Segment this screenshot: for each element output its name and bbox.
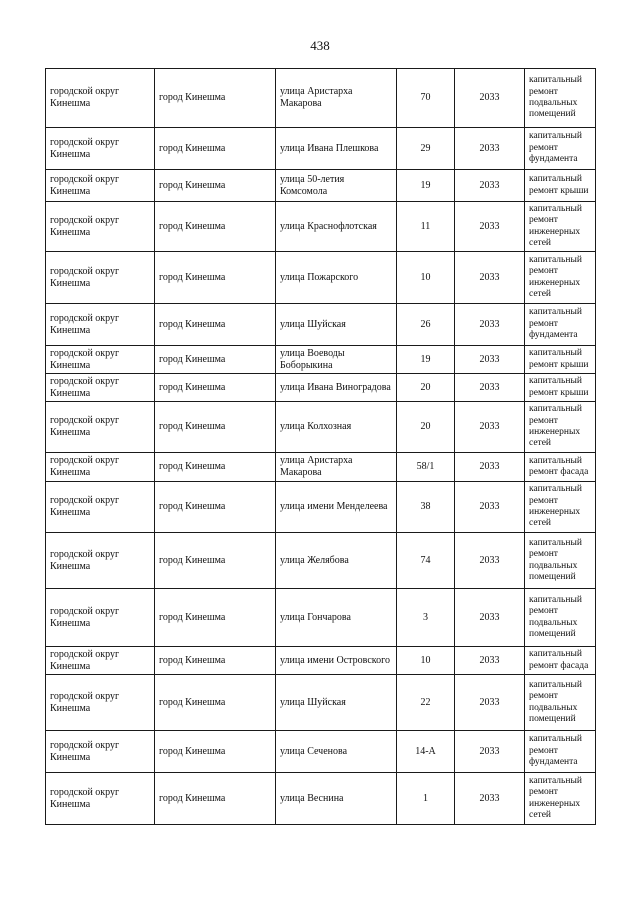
district-cell: городской округ Кинешма — [46, 647, 155, 675]
year-cell: 2033 — [455, 675, 525, 731]
work-type-cell: капитальный ремонт фундамента — [525, 731, 596, 773]
table-row — [46, 304, 596, 346]
year-cell: 2033 — [455, 304, 525, 346]
city-cell: город Кинешма — [155, 202, 276, 252]
street-cell: улица Колхозная — [276, 402, 397, 453]
house-number-cell: 14-А — [397, 731, 455, 773]
year-cell: 2033 — [455, 589, 525, 647]
street-cell: улица имени Островского — [276, 647, 397, 675]
district-cell: городской округ Кинешма — [46, 252, 155, 304]
table-row — [46, 170, 596, 202]
work-type-cell: капитальный ремонт подвальных помещений — [525, 675, 596, 731]
work-type-cell: капитальный ремонт инженерных сетей — [525, 252, 596, 304]
house-number-cell: 10 — [397, 252, 455, 304]
district-cell: городской округ Кинешма — [46, 346, 155, 374]
work-type-cell: капитальный ремонт крыши — [525, 374, 596, 402]
work-type-cell: капитальный ремонт фундамента — [525, 304, 596, 346]
city-cell: город Кинешма — [155, 304, 276, 346]
work-type-cell: капитальный ремонт подвальных помещений — [525, 69, 596, 128]
street-cell: улица Краснофлотская — [276, 202, 397, 252]
city-cell: город Кинешма — [155, 374, 276, 402]
work-type-cell: капитальный ремонт крыши — [525, 170, 596, 202]
district-cell: городской округ Кинешма — [46, 374, 155, 402]
work-type-cell: капитальный ремонт подвальных помещений — [525, 533, 596, 589]
table-row — [46, 402, 596, 453]
year-cell: 2033 — [455, 170, 525, 202]
table-row — [46, 346, 596, 374]
table-row — [46, 589, 596, 647]
district-cell: городской округ Кинешма — [46, 773, 155, 825]
district-cell: городской округ Кинешма — [46, 128, 155, 170]
year-cell: 2033 — [455, 773, 525, 825]
district-cell: городской округ Кинешма — [46, 170, 155, 202]
district-cell: городской округ Кинешма — [46, 589, 155, 647]
year-cell: 2033 — [455, 69, 525, 128]
city-cell: город Кинешма — [155, 675, 276, 731]
city-cell: город Кинешма — [155, 170, 276, 202]
city-cell: город Кинешма — [155, 252, 276, 304]
work-type-cell: капитальный ремонт инженерных сетей — [525, 773, 596, 825]
table-row — [46, 69, 596, 128]
house-number-cell: 26 — [397, 304, 455, 346]
year-cell: 2033 — [455, 731, 525, 773]
street-cell: улица Ивана Виноградова — [276, 374, 397, 402]
work-type-cell: капитальный ремонт фасада — [525, 647, 596, 675]
work-type-cell: капитальный ремонт инженерных сетей — [525, 402, 596, 453]
street-cell: улица Ивана Плешкова — [276, 128, 397, 170]
city-cell: город Кинешма — [155, 589, 276, 647]
table-row — [46, 647, 596, 675]
house-number-cell: 38 — [397, 482, 455, 533]
table-row — [46, 128, 596, 170]
work-type-cell: капитальный ремонт инженерных сетей — [525, 482, 596, 533]
city-cell: город Кинешма — [155, 773, 276, 825]
city-cell: город Кинешма — [155, 647, 276, 675]
house-number-cell: 29 — [397, 128, 455, 170]
year-cell: 2033 — [455, 482, 525, 533]
street-cell: улица Пожарского — [276, 252, 397, 304]
street-cell: улица Аристарха Макарова — [276, 69, 397, 128]
street-cell: улица Шуйская — [276, 304, 397, 346]
city-cell: город Кинешма — [155, 533, 276, 589]
year-cell: 2033 — [455, 374, 525, 402]
year-cell: 2033 — [455, 402, 525, 453]
year-cell: 2033 — [455, 346, 525, 374]
work-type-cell: капитальный ремонт инженерных сетей — [525, 202, 596, 252]
street-cell: улица Аристарха Макарова — [276, 453, 397, 482]
district-cell: городской округ Кинешма — [46, 675, 155, 731]
work-type-cell: капитальный ремонт крыши — [525, 346, 596, 374]
year-cell: 2033 — [455, 453, 525, 482]
district-cell: городской округ Кинешма — [46, 304, 155, 346]
city-cell: город Кинешма — [155, 69, 276, 128]
house-number-cell: 11 — [397, 202, 455, 252]
table-row — [46, 675, 596, 731]
street-cell: улица имени Менделеева — [276, 482, 397, 533]
street-cell: улица Воеводы Боборыкина — [276, 346, 397, 374]
district-cell: городской округ Кинешма — [46, 453, 155, 482]
work-type-cell: капитальный ремонт подвальных помещений — [525, 589, 596, 647]
street-cell: улица Шуйская — [276, 675, 397, 731]
city-cell: город Кинешма — [155, 128, 276, 170]
house-number-cell: 1 — [397, 773, 455, 825]
year-cell: 2033 — [455, 533, 525, 589]
house-number-cell: 19 — [397, 346, 455, 374]
district-cell: городской округ Кинешма — [46, 402, 155, 453]
table-row — [46, 374, 596, 402]
work-type-cell: капитальный ремонт фасада — [525, 453, 596, 482]
house-number-cell: 70 — [397, 69, 455, 128]
table-row — [46, 482, 596, 533]
district-cell: городской округ Кинешма — [46, 69, 155, 128]
street-cell: улица Желябова — [276, 533, 397, 589]
year-cell: 2033 — [455, 647, 525, 675]
district-cell: городской округ Кинешма — [46, 202, 155, 252]
table-row — [46, 731, 596, 773]
city-cell: город Кинешма — [155, 453, 276, 482]
year-cell: 2033 — [455, 252, 525, 304]
street-cell: улица Сеченова — [276, 731, 397, 773]
work-type-cell: капитальный ремонт фундамента — [525, 128, 596, 170]
table-row — [46, 252, 596, 304]
house-number-cell: 74 — [397, 533, 455, 589]
district-cell: городской округ Кинешма — [46, 482, 155, 533]
page-number: 438 — [310, 38, 330, 53]
house-number-cell: 19 — [397, 170, 455, 202]
year-cell: 2033 — [455, 128, 525, 170]
house-number-cell: 10 — [397, 647, 455, 675]
house-number-cell: 58/1 — [397, 453, 455, 482]
house-number-cell: 3 — [397, 589, 455, 647]
city-cell: город Кинешма — [155, 402, 276, 453]
street-cell: улица Гончарова — [276, 589, 397, 647]
house-number-cell: 20 — [397, 402, 455, 453]
city-cell: город Кинешма — [155, 482, 276, 533]
street-cell: улица Веснина — [276, 773, 397, 825]
city-cell: город Кинешма — [155, 731, 276, 773]
table-row — [46, 453, 596, 482]
district-cell: городской округ Кинешма — [46, 731, 155, 773]
district-cell: городской округ Кинешма — [46, 533, 155, 589]
city-cell: город Кинешма — [155, 346, 276, 374]
table-row — [46, 533, 596, 589]
year-cell: 2033 — [455, 202, 525, 252]
house-number-cell: 20 — [397, 374, 455, 402]
table-row — [46, 202, 596, 252]
table-row — [46, 773, 596, 825]
street-cell: улица 50-летия Комсомола — [276, 170, 397, 202]
housing-repair-table — [45, 68, 596, 825]
house-number-cell: 22 — [397, 675, 455, 731]
